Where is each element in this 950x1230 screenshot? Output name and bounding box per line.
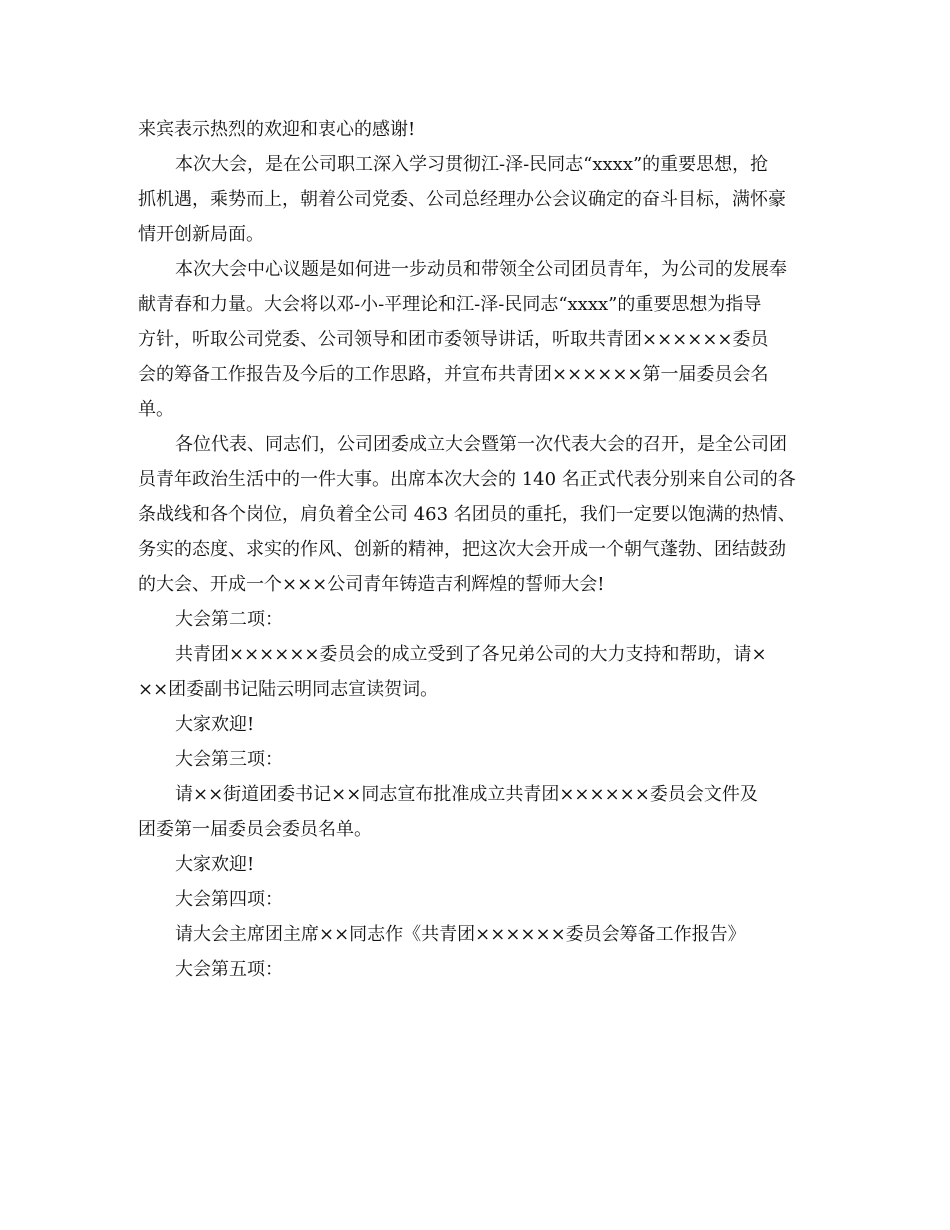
text-line: 献青春和力量。大会将以邓-小-平理论和江-泽-民同志“xxxx”的重要思想为指导	[138, 294, 762, 315]
text-line: 条战线和各个岗位，肩负着全公司 463 名团员的重托，我们一定要以饱满的热情、	[138, 504, 796, 525]
text-line: 请大会主席团主席××同志作《共青团××××××委员会筹备工作报告》	[175, 924, 746, 945]
text-line: 抓机遇，乘势而上，朝着公司党委、公司总经理办公会议确定的奋斗目标，满怀豪	[138, 189, 786, 210]
text-line: 单。	[138, 399, 174, 420]
text-line: 各位代表、同志们，公司团委成立大会暨第一次代表大会的召开，是全公司团	[175, 434, 787, 455]
text-line: 情开创新局面。	[138, 224, 264, 245]
text-line: 本次大会中心议题是如何进一步动员和带领全公司团员青年，为公司的发展奉	[175, 259, 787, 280]
text-line: 共青团××××××委员会的成立受到了各兄弟公司的大力支持和帮助，请×	[175, 644, 767, 665]
text-line: 大会第二项：	[175, 609, 283, 630]
text-line: 本次大会，是在公司职工深入学习贯彻江-泽-民同志“xxxx”的重要思想，抢	[175, 154, 769, 175]
text-line: 大会第五项：	[175, 959, 283, 980]
text-line: 务实的态度、求实的作风、创新的精神，把这次大会开成一个朝气蓬勃、团结鼓劲	[138, 539, 786, 560]
text-line: 大家欢迎!	[175, 714, 255, 735]
text-line: 请××街道团委书记××同志宣布批准成立共青团××××××委员会文件及	[175, 784, 758, 805]
text-line: 员青年政治生活中的一件大事。出席本次大会的 140 名正式代表分别来自公司的各	[138, 469, 796, 490]
text-line: 会的筹备工作报告及今后的工作思路，并宣布共青团××××××第一届委员会名	[138, 364, 769, 385]
text-line: ××团委副书记陆云明同志宣读贺词。	[138, 679, 439, 700]
text-line: 大会第三项：	[175, 749, 283, 770]
text-line: 来宾表示热烈的欢迎和衷心的感谢!	[138, 119, 416, 140]
text-line: 团委第一届委员会委员名单。	[138, 819, 372, 840]
text-line: 大会第四项：	[175, 889, 283, 910]
text-line: 的大会、开成一个×××公司青年铸造吉利辉煌的誓师大会!	[138, 574, 605, 595]
text-line: 大家欢迎!	[175, 854, 255, 875]
text-line: 方针，听取公司党委、公司领导和团市委领导讲话，听取共青团××××××委员	[138, 329, 769, 350]
